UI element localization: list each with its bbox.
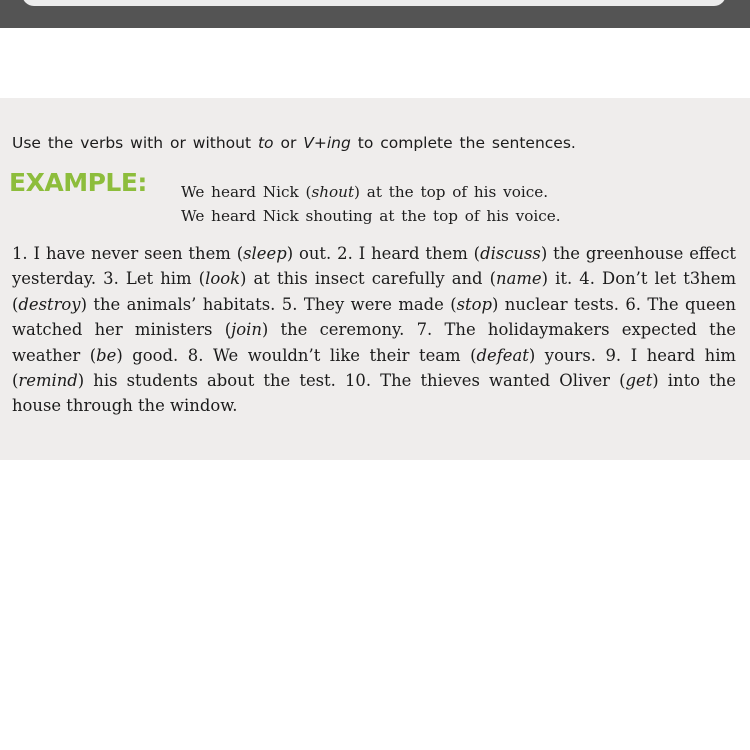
verb-prompt: discuss <box>480 244 541 263</box>
top-bar <box>0 0 750 28</box>
verb-prompt: be <box>96 345 117 365</box>
verb-prompt: stop <box>456 294 492 314</box>
exercise-text: ) into the house through the window. <box>12 371 736 416</box>
verb-prompt: defeat <box>476 345 529 365</box>
exercise-text: ) at this insect carefully and ( <box>240 269 497 289</box>
verb-prompt: destroy <box>18 294 81 314</box>
exercise-text: ) it. 4. Don’t let t3hem ( <box>12 269 737 314</box>
exercise-text: ) the animals’ habitats. 5. They were made ( <box>80 294 457 314</box>
verb-prompt: sleep <box>243 244 287 263</box>
exercise-text: ) yours. 9. I heard him ( <box>12 345 736 391</box>
example-sentences <box>181 180 561 228</box>
exercise-text: ) the ceremony. 7. The holidaymakers expected the weather ( <box>12 320 736 365</box>
verb-prompt: get <box>625 371 653 391</box>
example-line-1: We heard Nick (shout) at the top of his voice. <box>181 183 549 201</box>
instruction-text: Use the verbs with or without to or V+ing to complete the sentences. <box>12 134 576 152</box>
address-bar[interactable] <box>22 0 726 6</box>
example-label: EXAMPLE: <box>9 168 147 197</box>
exercise-text: ) good. 8. We wouldn’t like their team ( <box>116 345 477 365</box>
exercise-text: ) nuclear tests. 6. The queen watched her ministers ( <box>12 294 736 340</box>
exercise-text: ) his students about the test. 10. The thieves wanted Oliver ( <box>77 371 626 391</box>
verb-prompt: look <box>205 269 241 289</box>
verb-prompt: join <box>231 320 262 340</box>
exercise-text: ) the greenhouse effect yesterday. 3. Let him ( <box>12 244 737 289</box>
exercise-paragraph <box>12 241 736 419</box>
exercise-text: 1. I have never seen them ( <box>12 244 244 263</box>
example-line-2: We heard Nick shouting at the top of his voice. <box>181 207 561 225</box>
verb-prompt: name <box>496 269 542 289</box>
exercise-text: ) out. 2. I heard them ( <box>286 244 481 263</box>
verb-prompt: remind <box>18 371 78 391</box>
